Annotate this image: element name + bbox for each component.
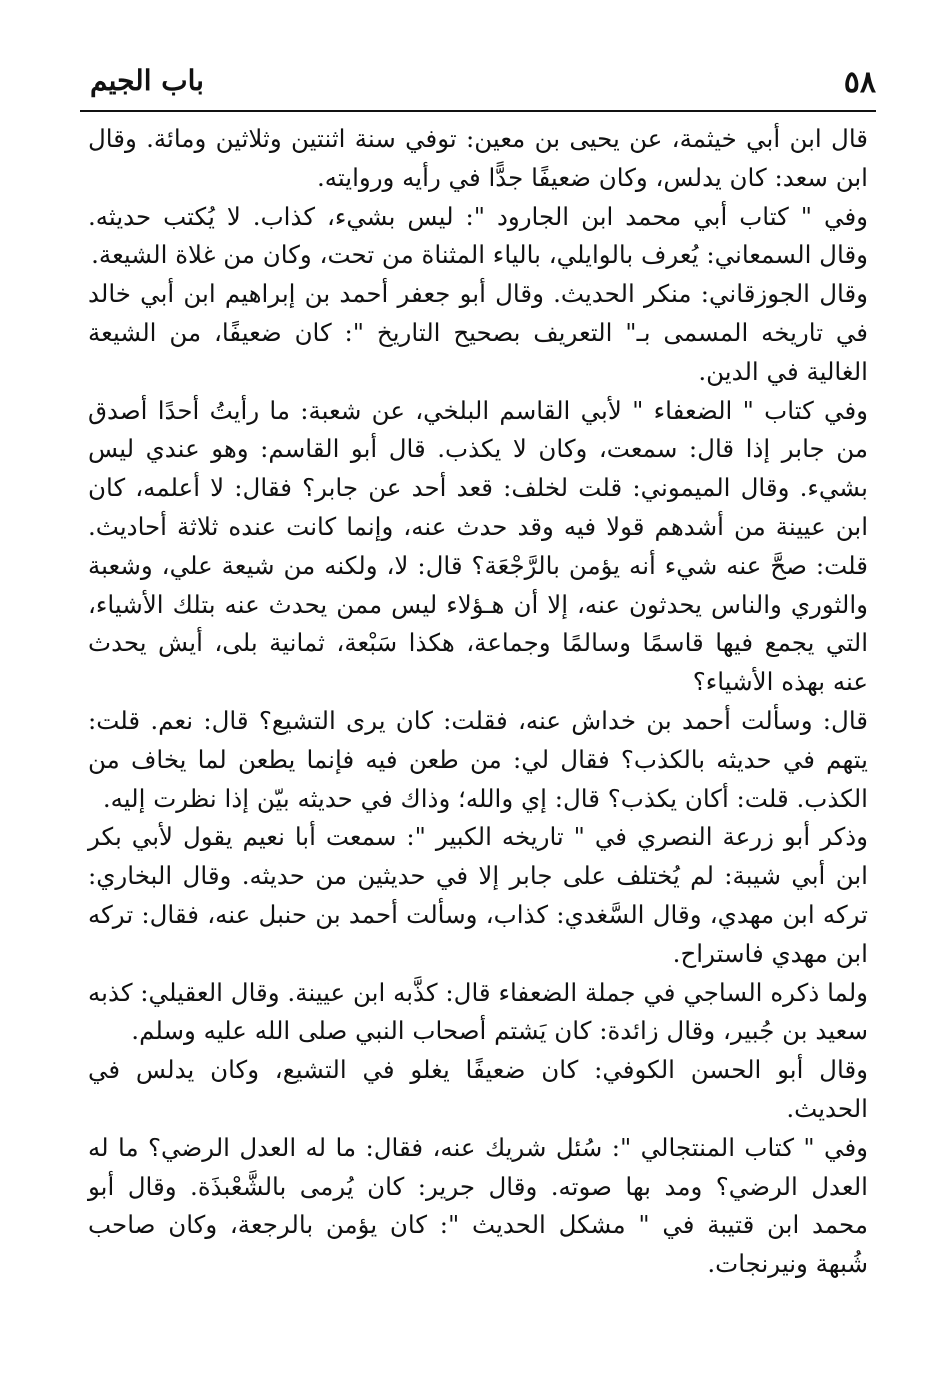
paragraph-8: وقال أبو الحسن الكوفي: كان ضعيفًا يغلو في التشيع، وكان يدلس في الحديث. xyxy=(88,1055,868,1123)
header-divider xyxy=(80,110,876,112)
paragraph-1: قال ابن أبي خيثمة، عن يحيى بن معين: توفي سنة اثنتين وثلاثين ومائة. وقال ابن سعد: كان يدلس، وكان ضعيفًا جدًّا في رأيه وروايته. xyxy=(88,124,868,192)
paragraph-6: وذكر أبو زرعة النصري في " تاريخه الكبير ": سمعت أبا نعيم يقول لأبي بكر ابن أبي شيبة: لم يُختلف على جابر إلا في حديثين من حديثه. وقال البخاري: تركه ابن مهدي، وقال السَّغدي: كذاب، وسألت أحمد بن حنبل عنه، فقال: تركه ابن مهدي فاستراح. xyxy=(88,822,868,968)
paragraph-3: وقال الجوزقاني: منكر الحديث. وقال أبو جعفر أحمد بن إبراهيم ابن أبي خالد في تاريخه المسمى بـ" التعريف بصحيح التاريخ ": كان ضعيفًا، من الشيعة الغالية في الدين. xyxy=(88,279,868,386)
paragraph-4: وفي كتاب " الضعفاء " لأبي القاسم البلخي، عن شعبة: ما رأيتُ أحدًا أصدق من جابر إذا قال: سمعت، وكان لا يكذب. قال أبو القاسم: وهو عندي ليس بشيء. وقال الميموني: قلت لخلف: قعد أحد عن جابر؟ فقال: لا أعلمه، كان ابن عيينة من أشدهم قولا فيه وقد حدث عنه، وإنما كانت عنده ثلاثة أحاديث. قلت: صحَّ عنه شيء أنه يؤمن بالرَّجْعَة؟ قال: لا، ولكنه من شيعة علي، وشعبة والثوري والناس يحدثون عنه، إلا أن هـؤلاء ليس ممن يحدث عنه بتلك الأشياء، التي يجمع فيها قاسمًا وسالمًا وجماعة، هكذا سَبْعة، ثمانية بلى، أيش يحدث عنه بهذه الأشياء؟ xyxy=(88,395,868,697)
paragraph-2: وفي " كتاب أبي محمد ابن الجارود ": ليس بشيء، كذاب. لا يُكتب حديثه. وقال السمعاني: يُعرف بالوايلي، بالياء المثناة من تحت، وكان من غلاة الشيعة. xyxy=(88,201,868,270)
paragraph-5: قال: وسألت أحمد بن خداش عنه، فقلت: كان يرى التشيع؟ قال: نعم. قلت: يتهم في حديثه بالكذب؟ فقال لي: من طعن فيه فإنما يطعن لما يخاف من الكذب. قلت: أكان يكذب؟ قال: إي والله؛ وذاك في حديثه بيّن إذا نظرت إليه. xyxy=(88,705,868,813)
page-body xyxy=(88,120,868,1284)
paragraph-7: ولما ذكره الساجي في جملة الضعفاء قال: كذَّبه ابن عيينة. وقال العقيلي: كذبه سعيد بن جُبير، وقال زائدة: كان يَشتم أصحاب النبي صلى الله عليه وسلم. xyxy=(88,977,868,1046)
page-number: ٥٨ xyxy=(843,65,876,100)
page-header xyxy=(80,58,876,108)
chapter-title: باب الجيم xyxy=(90,64,204,97)
paragraph-9: وفي " كتاب المنتجالي ": سُئل شريك عنه، فقال: ما له العدل الرضي؟ ما له العدل الرضي؟ ومد بها صوته. وقال جرير: كان يُرمى بالشَّعْبذَة. وقال أبو محمد ابن قتيبة في " مشكل الحديث ": كان يؤمن بالرجعة، وكان صاحب شُبهة ونيرنجات. xyxy=(88,1132,868,1279)
